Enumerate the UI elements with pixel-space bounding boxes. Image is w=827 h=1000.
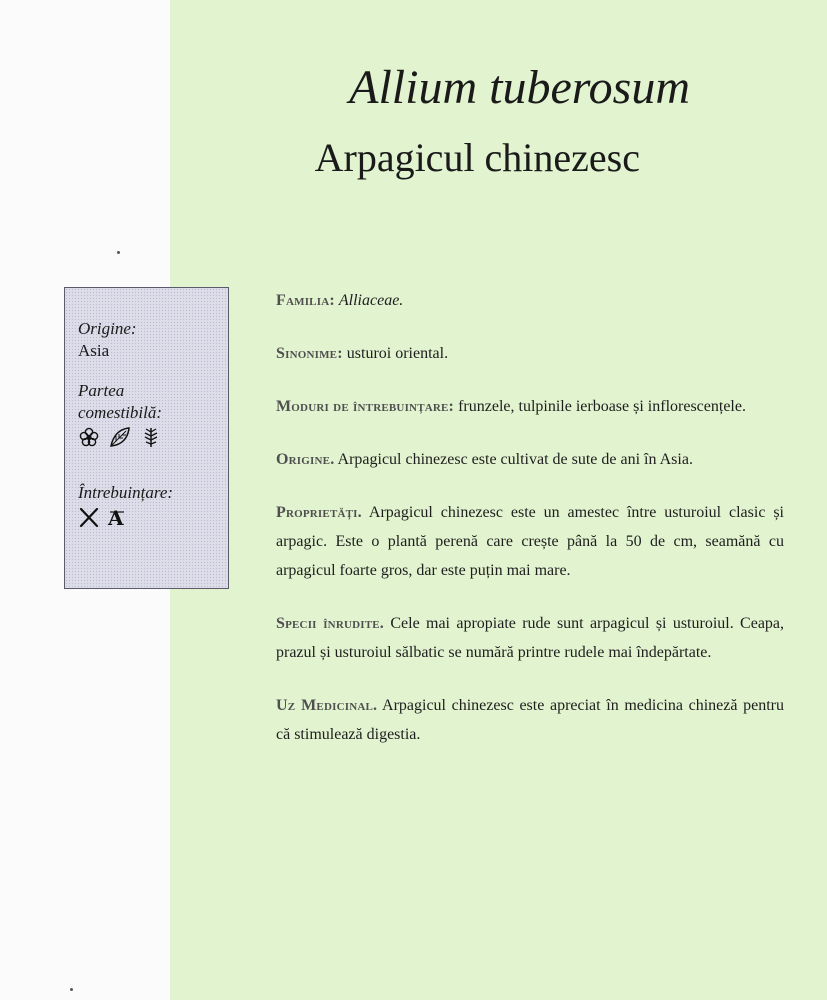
fork-knife-icon (78, 506, 100, 528)
use-icons (78, 506, 228, 528)
sinonime-text: usturoi oriental. (346, 345, 449, 362)
section-moduri (276, 392, 784, 421)
section-proprietati (276, 498, 784, 585)
edible-part-label-line1: Partea (78, 381, 125, 400)
proprietati-text: Arpagicul chinezesc este un amestec între usturoiul clasic și arpagic. Este o plantă perenă care crește până la 50 de cm, seamănă cu arpagicul foarte gros, dar este puțin mai mare. (276, 504, 784, 579)
specii-text: Cele mai apropiate rude sunt arpagicul și usturoiul. Ceapa, prazul și usturoiul sălbatic se numără printre rudele mai îndepărtate. (276, 615, 785, 661)
use-label: Întrebuințare: (78, 483, 174, 502)
edible-parts-icons (78, 426, 228, 448)
leaf-icon (109, 426, 131, 448)
plant-info-box (64, 287, 229, 589)
section-uz-medicinal (276, 691, 784, 749)
origine-heading: Origine. (276, 451, 335, 468)
flower-icon (78, 426, 100, 448)
latin-name-title: Allium tuberosum (349, 61, 690, 114)
section-familia (276, 286, 784, 315)
sinonime-heading: Sinonime: (276, 345, 343, 362)
uz-heading: Uz Medicinal. (276, 697, 378, 714)
origin-value: Asia (78, 341, 110, 360)
moduri-heading: Moduri de întrebuințare: (276, 398, 455, 415)
section-specii (276, 609, 784, 667)
moduri-text: frunzele, tulpinile ierboase și inflorescențele. (458, 398, 746, 415)
pharmacy-icon (106, 506, 128, 528)
familia-text: Alliaceae. (338, 292, 404, 309)
origine-text: Arpagicul chinezesc este cultivat de sute de ani în Asia. (337, 451, 693, 468)
specii-heading: Specii înrudite. (276, 615, 385, 632)
section-origine (276, 445, 784, 474)
uz-text: Arpagicul chinezesc este apreciat în medicina chineză pentru că stimulează digestia. (276, 697, 784, 743)
common-name-title: Arpagicul chinezesc (314, 135, 640, 180)
edible-part-label-line2: comestibilă: (78, 403, 163, 422)
proprietati-heading: Proprietăți. (276, 504, 362, 521)
stem-icon (140, 426, 162, 448)
print-speck (70, 988, 73, 991)
plant-description (276, 286, 784, 773)
print-speck (117, 251, 120, 254)
svg-text:A: A (108, 506, 124, 528)
origin-label: Origine: (78, 319, 137, 338)
section-sinonime (276, 339, 784, 368)
familia-heading: Familia: (276, 292, 335, 309)
